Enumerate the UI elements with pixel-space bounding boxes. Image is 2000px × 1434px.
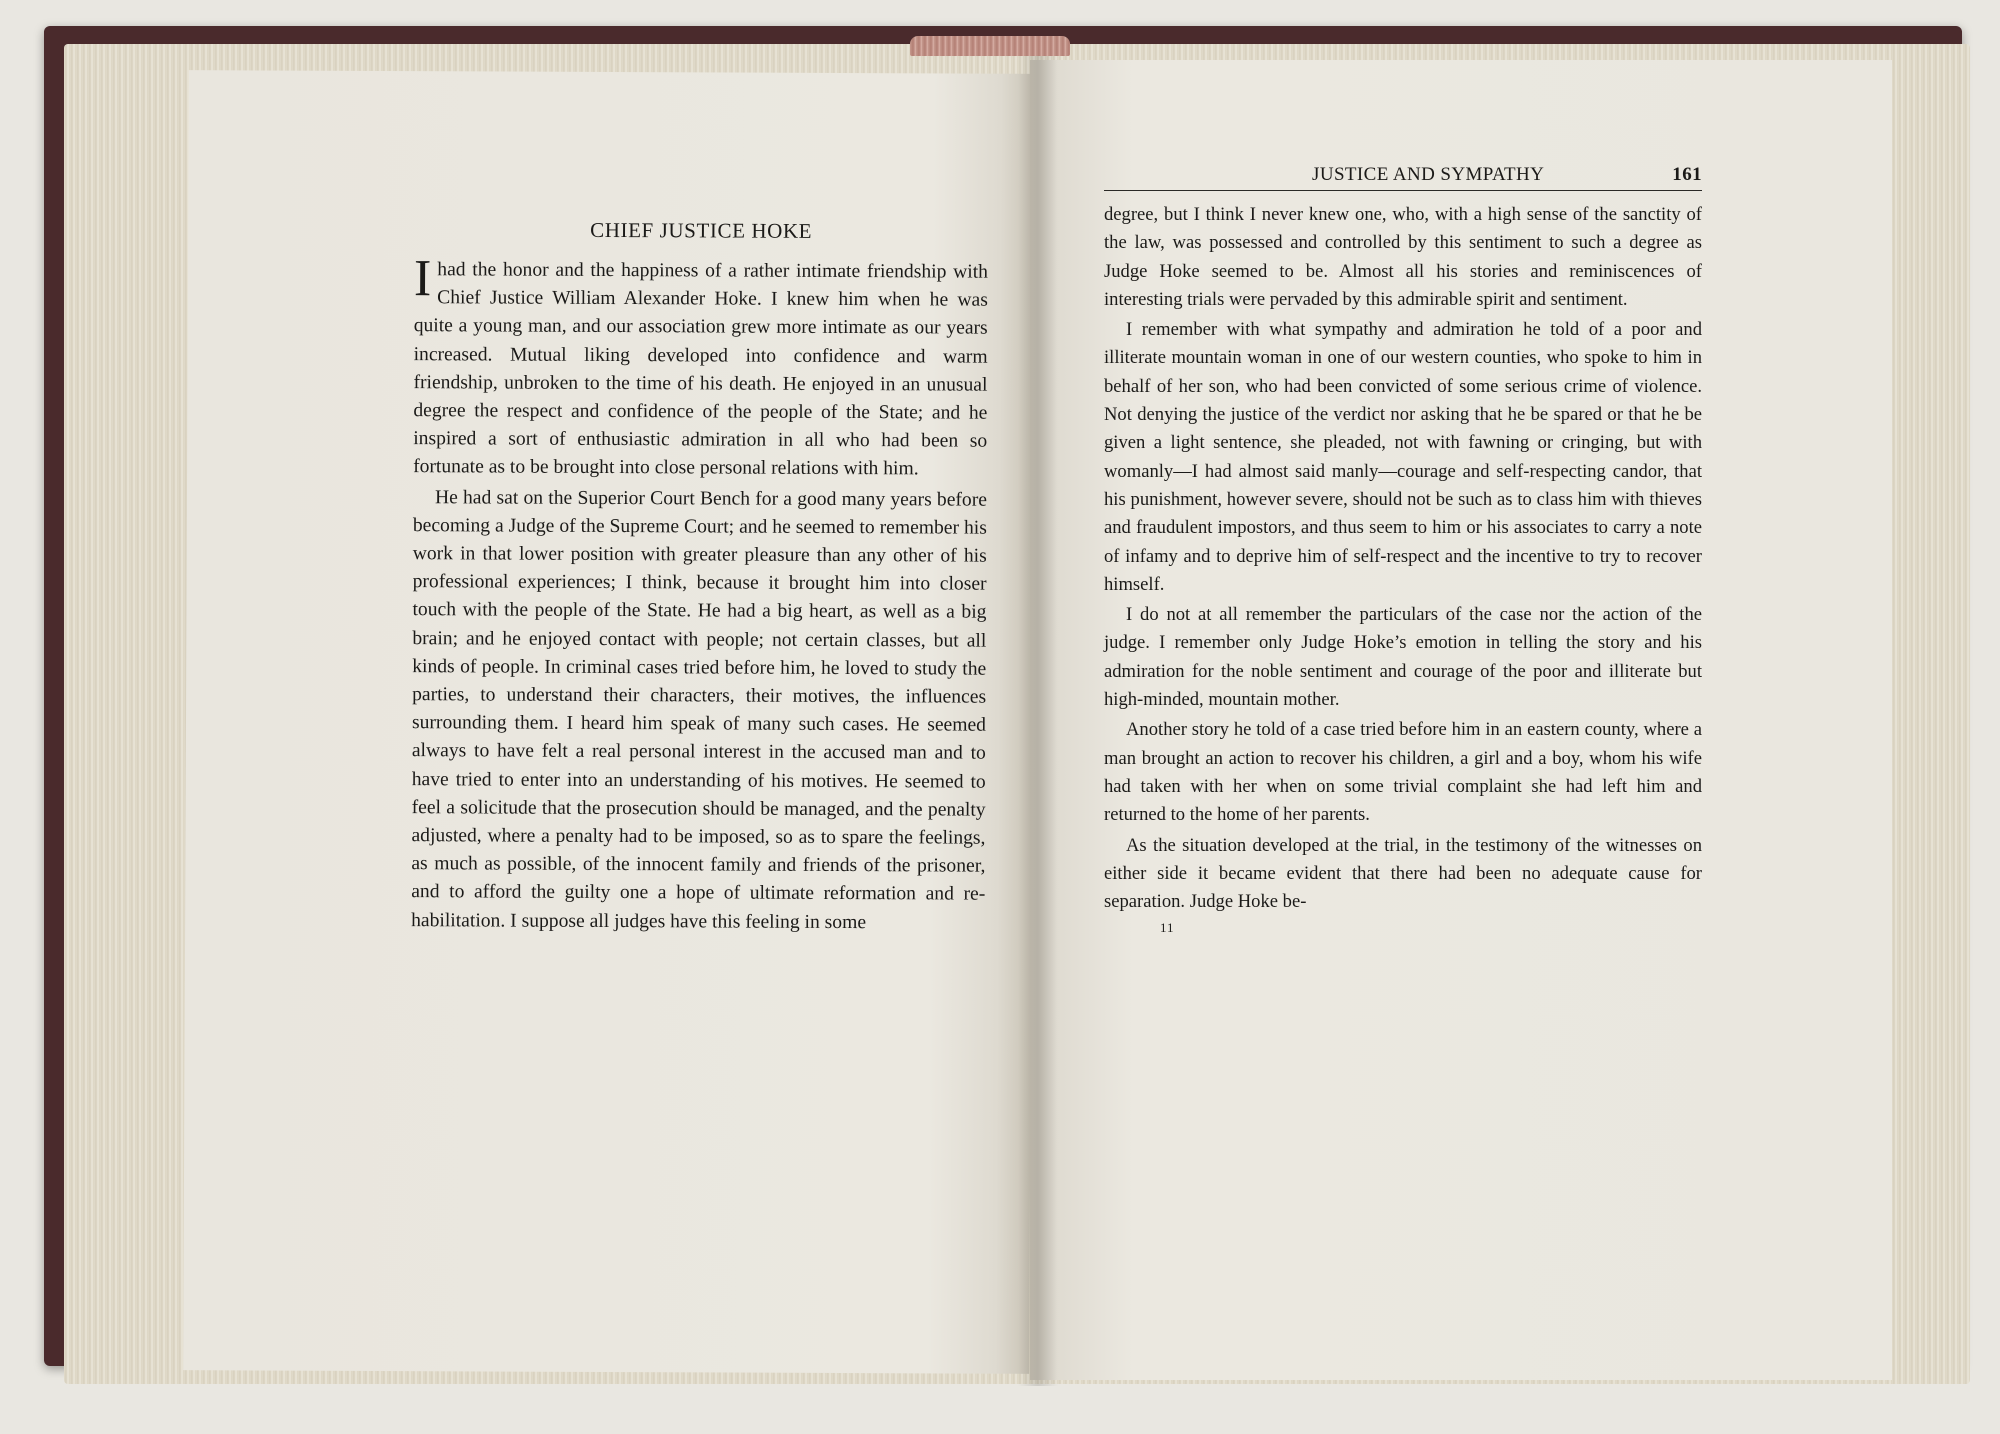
left-paragraph-2: He had sat on the Superior Court Bench for a good many years before becoming a Judge of the Supreme Court; and he seemed to remember his work in that lower position with greater pleasure than any other of his professional experiences; I think, because it brought him into closer touch with the people of the State. He had a big heart, as well as a big brain; and he enjoyed contact with people; not certain classes, but all kinds of people. In criminal cases tried before him, he loved to study the parties, to understand their characters, their motives, the influences surrounding them. I heard him speak of many such cases. He seemed always to have felt a real personal interest in the accused man and to have tried to enter into an understanding of his motives. He seemed to feel a solicitude that the prosecution should be managed, and the penalty adjusted, where a penalty had to be imposed, so as to spare the feelings, as much as possible, of the innocent family and friends of the prisoner, and to afford the guilty one a hope of ultimate reformation and rehabilitation. I suppose all judges have this feeling in some (411, 486, 988, 933)
signature-mark: 11 (1160, 920, 1175, 936)
left-paragraph-1-text: had the honor and the happiness of a rather intimate friendship with Chief Justice William Alexander Hoke. I knew him when he was quite a young man, and our association grew more intimate as our years increased. Mutual liking developed into confidence and warm friendship, unbroken to the time of his death. He enjoyed in an unusual degree the respect and confidence of the people of the State; and he inspired a sort of enthusiastic admiration in all who had been so fortunate as to be brought into close personal relations with him. (413, 259, 989, 480)
drop-cap: I (413, 250, 432, 308)
right-page (1030, 60, 1892, 1380)
left-paragraph-1 (413, 250, 989, 484)
spine-gutter (1018, 56, 1058, 1386)
right-paragraph-4: Another story he told of a case tried before him in an eastern county, where a man brought an action to recover his children, a girl and a boy, whom his wife had taken with her when on some trivial complaint she had left him and returned to the home of her parents. (1104, 719, 1702, 826)
right-paragraph-2: I remember with what sympathy and admiration he told of a poor and illiterate mountain woman in one of our western counties, who spoke to him in behalf of her son, who had been convicted of some serious crime of violence. Not denying the justice of the verdict nor asking that he be spared or that he be given a light sentence, she pleaded, not with fawning or cringing, but with womanly—I had almost said manly—courage and self-respecting candor, that his punishment, however severe, should not be such as to class him with thieves and fraudulent impostors, and thus seem to him or his associates to carry a note of infamy and to deprive him of self-respect and the incentive to try to recover himself. (1104, 319, 1702, 595)
right-paragraph-5: As the situation developed at the trial, in the testimony of the witnesses on either side it became evident that there had been no adequate cause for separation. Judge Hoke be- (1104, 834, 1702, 913)
right-paragraph-1: degree, but I think I never knew one, who, with a high sense of the sanctity of the law, was possessed and controlled by this sentiment to such a degree as Judge Hoke seemed to be. Almost all his stories and reminiscences of interesting trials were pervaded by this admirable spirit and sentiment. (1104, 204, 1702, 310)
page-number: 161 (1672, 164, 1702, 185)
running-head-title: JUSTICE AND SYMPATHY (1312, 164, 1545, 185)
running-head (1104, 164, 1702, 191)
right-paragraph-3: I do not at all remember the particulars of the case nor the action of the judge. I remember only Judge Hoke’s emotion in telling the story and his admiration for the noble sentiment and courage of the poor and illiterate but high-minded, mountain mother. (1104, 604, 1702, 711)
left-page (183, 70, 1035, 1374)
headband (910, 36, 1070, 56)
chapter-title: CHIEF JUSTICE HOKE (590, 217, 813, 243)
